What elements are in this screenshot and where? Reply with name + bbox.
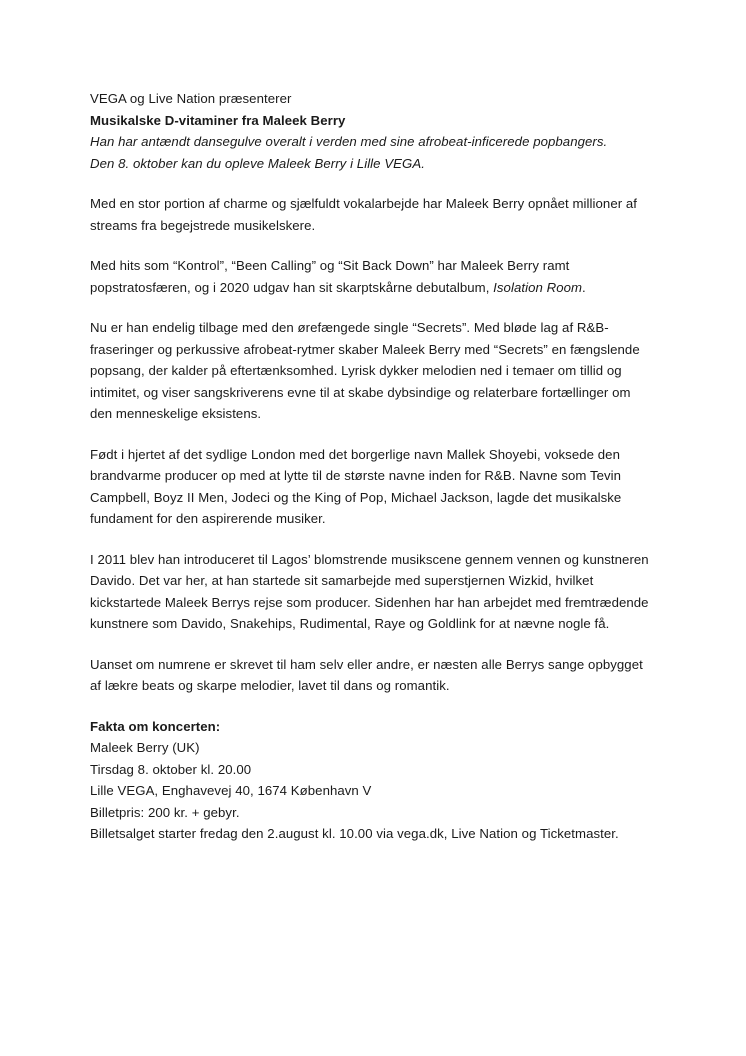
paragraph-4 [90, 444, 656, 530]
paragraph-3-line-4: temaer om tillid og intimitet, og viser sangskriverens evne til at skabe dybsindige og [90, 363, 622, 400]
paragraph-2-line-1: Med hits som “Kontrol”, “Been Calling” og “Sit Back Down” har Maleek Berry ramt [90, 258, 570, 273]
intro-block [90, 88, 656, 174]
facts-block [90, 716, 656, 845]
paragraph-6-line-1: Uanset om numrene er skrevet til ham selv eller andre, er næsten alle Berrys sange [90, 656, 585, 672]
facts-heading: Fakta om koncerten: [90, 718, 221, 734]
facts-price: Billetpris: 200 kr. + gebyr. [90, 804, 240, 820]
paragraph-4-line-3: som Tevin Campbell, Boyz II Men, Jodeci og the King of Pop, Michael Jackson, lagde det [90, 468, 622, 505]
paragraph-3-line-5: relaterbare fortællinger om den menneskelige eksistens. [90, 384, 631, 421]
paragraph-4-line-2: den brandvarme producer op med at lytte til de største navne inden for R&B. Navne [90, 446, 620, 483]
paragraph-5-line-2: kunstneren Davido. Det var her, at han startede sit samarbejde med superstjernen [90, 551, 649, 588]
paragraph-1 [90, 193, 656, 236]
paragraph-3-line-1: Nu er han endelig tilbage med den ørefængede single “Secrets”. Med bløde lag af R&B- [90, 320, 609, 335]
paragraph-5 [90, 549, 656, 635]
presenter-line: VEGA og Live Nation præsenterer [90, 91, 292, 106]
facts-datetime: Tirsdag 8. oktober kl. 20.00 [90, 761, 252, 777]
paragraph-2-line-2: popstratosfæren, og i 2020 udgav han sit skarptskårne debutalbum, Isolation Room. [90, 279, 586, 295]
press-release-body [90, 88, 656, 845]
paragraph-4-line-1: Født i hjertet af det sydlige London med det borgerlige navn Mallek Shoyebi, voksede [90, 446, 595, 462]
paragraph-5-line-5: Goldlink for at nævne nogle få. [427, 616, 610, 631]
paragraph-6-line-2: opbygget af lækre beats og skarpe melodier, lavet til dans og romantik. [90, 656, 643, 693]
facts-artist: Maleek Berry (UK) [90, 740, 200, 755]
paragraph-6 [90, 654, 656, 697]
paragraph-5-line-1: I 2011 blev han introduceret til Lagos’ blomstrende musikscene gennem vennen og [90, 551, 580, 567]
headline: Musikalske D-vitaminer fra Maleek Berry [90, 112, 346, 128]
paragraph-1-line-1: Med en stor portion af charme og sjælfuldt vokalarbejde har Maleek Berry opnået [90, 196, 569, 211]
facts-venue: Lille VEGA, Enghavevej 40, 1674 København V [90, 783, 372, 798]
paragraph-2 [90, 255, 656, 298]
paragraph-3-line-2: fraseringer og perkussive afrobeat-rytmer skaber Maleek Berry med “Secrets” en [90, 341, 567, 357]
paragraph-5-line-4: arbejdet med fremtrædende kunstnere som Davido, Snakehips, Rudimental, Raye og [90, 594, 649, 631]
paragraph-3-line-3: fængslende popsang, der kalder på eftertænksomhed. Lyrisk dykker melodien ned i [90, 341, 640, 378]
paragraph-5-line-3: Wizkid, hvilket kickstartede Maleek Berrys rejse som producer. Sidenhen har han [90, 573, 594, 610]
paragraph-3 [90, 317, 656, 425]
subline-2: Den 8. oktober kan du opleve Maleek Berry i Lille VEGA. [90, 155, 425, 171]
album-title: Isolation Room [493, 279, 583, 295]
facts-sale-start: Billetsalget starter fredag den 2.august kl. 10.00 via vega.dk, Live Nation og Ticketmaster. [90, 826, 619, 841]
paragraph-4-line-4: musikalske fundament for den aspirerende musiker. [90, 489, 622, 526]
subline-1: Han har antændt dansegulve overalt i verden med sine afrobeat-inficerede popbangers. [90, 134, 608, 149]
paragraph-1-line-2: millioner af streams fra begejstrede musikelskere. [90, 196, 638, 233]
